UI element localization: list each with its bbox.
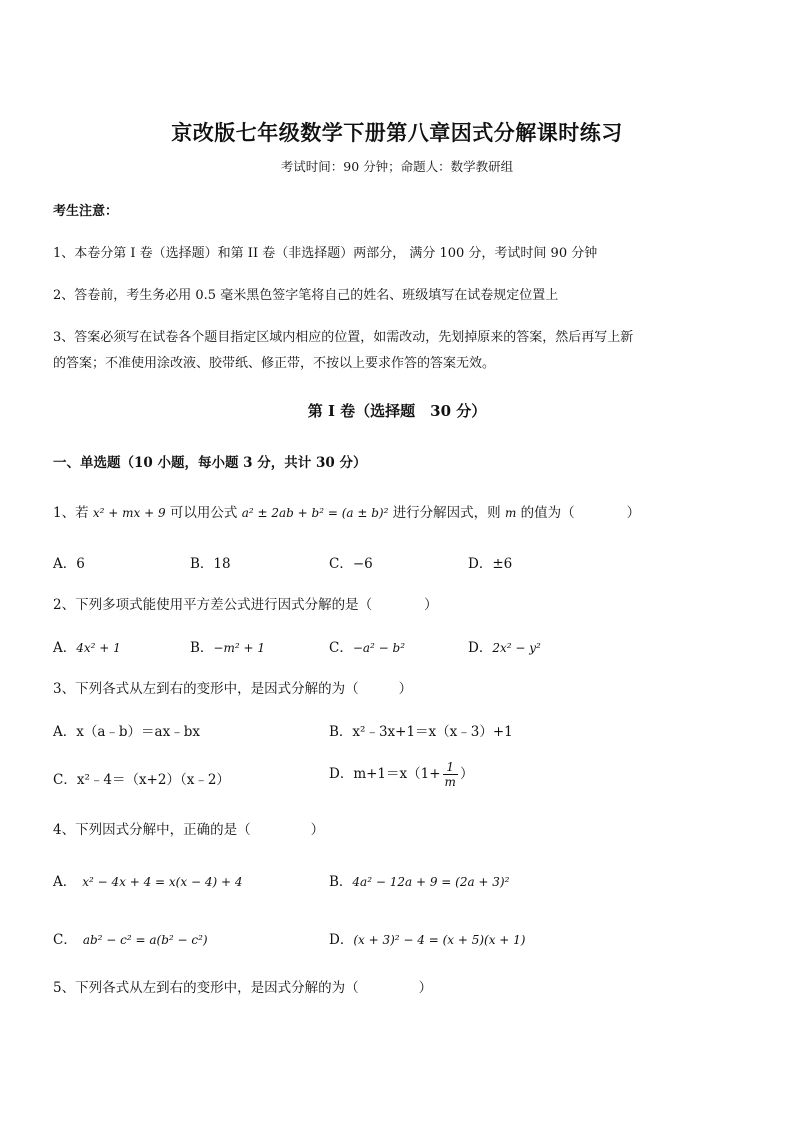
q1-prefix: 1、若 (53, 505, 89, 521)
q3-close: ） (398, 681, 413, 697)
q4-close: ） (310, 822, 325, 838)
q2-option-d (468, 636, 541, 656)
exam-info: 考试时间：90 分钟；命题人：数学教研组 (280, 159, 514, 174)
page-title: 京改版七年级数学下册第八章因式分解课时练习 (171, 120, 623, 145)
q1-option-b: B．18 (190, 556, 231, 572)
q3-option-c: C．x²﹣4＝（x+2）（x﹣2） (53, 772, 230, 788)
q2-option-c-expr: −a² − b² (352, 641, 406, 655)
q5-close: ） (418, 980, 433, 996)
q4-option-b-expr: 4a² − 12a + 9 = (2a + 3)² (352, 875, 510, 889)
q3-option-a: A．x（a﹣b）＝ax﹣bx (53, 724, 200, 740)
q1-close: ） (626, 505, 641, 521)
q2-option-d-label: D． (468, 640, 493, 656)
q2-option-a-expr: 4x² + 1 (76, 641, 121, 655)
notice-item-3-line-1: 3、答案必须写在试卷各个题目指定区域内相应的位置，如需改动，先划掉原来的答案，然后再写上新 (53, 330, 634, 345)
q2-stem: 2、下列多项式能使用平方差公式进行因式分解的是（ (53, 597, 373, 613)
q2-option-b (190, 636, 265, 656)
q2-option-b-label: B． (190, 640, 214, 656)
notice-item-3-line-2: 的答案；不准使用涂改液、胶带纸、修正带，不按以上要求作答的答案无效。 (53, 356, 496, 371)
notice-heading: 考生注意： (53, 204, 119, 219)
q3-option-b: B．x²﹣3x+1＝x（x﹣3）+1 (329, 724, 513, 740)
q3-option-d (329, 760, 473, 789)
q4-option-c (53, 928, 208, 948)
question-1 (53, 501, 640, 521)
q4-stem: 4、下列因式分解中，正确的是（ (53, 822, 251, 838)
q2-option-d-expr: 2x² − y² (492, 641, 541, 655)
q2-option-a (53, 636, 121, 656)
q2-option-c (329, 636, 405, 656)
q2-option-c-label: C． (329, 640, 353, 656)
q4-option-a-label: A． (53, 874, 77, 890)
q1-option-c: C．−6 (329, 556, 373, 572)
notice-item-2: 2、答卷前，考生务必用 0.5 毫米黑色签字笔将自己的姓名、班级填写在试卷规定位置上 (53, 288, 559, 303)
q4-option-d-label: D． (329, 932, 354, 948)
q1-option-a: A．6 (53, 556, 85, 572)
q4-option-d (329, 928, 526, 948)
q4-option-a (53, 870, 242, 890)
q1-mid: 可以用公式 (169, 505, 238, 521)
q5-stem: 5、下列各式从左到右的变形中，是因式分解的为（ (53, 980, 359, 996)
question-4 (53, 818, 324, 838)
q4-option-a-expr: x² − 4x + 4 = x(x − 4) + 4 (82, 875, 243, 889)
notice-item-1: 1、本卷分第 I 卷（选择题）和第 II 卷（非选择题）两部分， 满分 100 分，考试时间 90 分钟 (53, 246, 598, 261)
fraction-denominator: m (444, 775, 456, 789)
q4-option-d-expr: (x + 3)² − 4 = (x + 5)(x + 1) (353, 933, 526, 947)
question-3 (53, 677, 412, 697)
question-5 (53, 976, 432, 996)
q4-option-b (329, 870, 509, 890)
q2-close: ） (424, 597, 438, 613)
q4-option-c-expr: ab² − c² = a(b² − c²) (82, 933, 208, 947)
section-title: 第 I 卷（选择题 30 分） (307, 402, 487, 420)
q1-expression: x² + mx + 9 (92, 506, 166, 520)
question-2 (53, 593, 438, 613)
fraction-numerator: 1 (443, 760, 458, 775)
q3-option-d-prefix: D．m+1＝x（1+ (329, 766, 441, 782)
q1-suffix-2: 的值为（ (520, 505, 575, 521)
q2-option-b-expr: −m² + 1 (213, 641, 265, 655)
q3-option-d-suffix: ） (459, 766, 474, 782)
q4-option-b-label: B． (329, 874, 353, 890)
question-group-title: 一、单选题（10 小题，每小题 3 分，共计 30 分） (53, 455, 367, 471)
q1-option-d: D．±6 (468, 556, 513, 572)
q2-option-a-label: A． (53, 640, 77, 656)
fraction (443, 760, 458, 789)
q1-variable: m (504, 506, 517, 520)
q1-formula: a² ± 2ab + b² = (a ± b)² (241, 506, 389, 520)
q4-option-c-label: C． (53, 932, 77, 948)
q3-stem: 3、下列各式从左到右的变形中，是因式分解的为（ (53, 681, 359, 697)
q1-suffix-1: 进行分解因式，则 (392, 505, 501, 521)
